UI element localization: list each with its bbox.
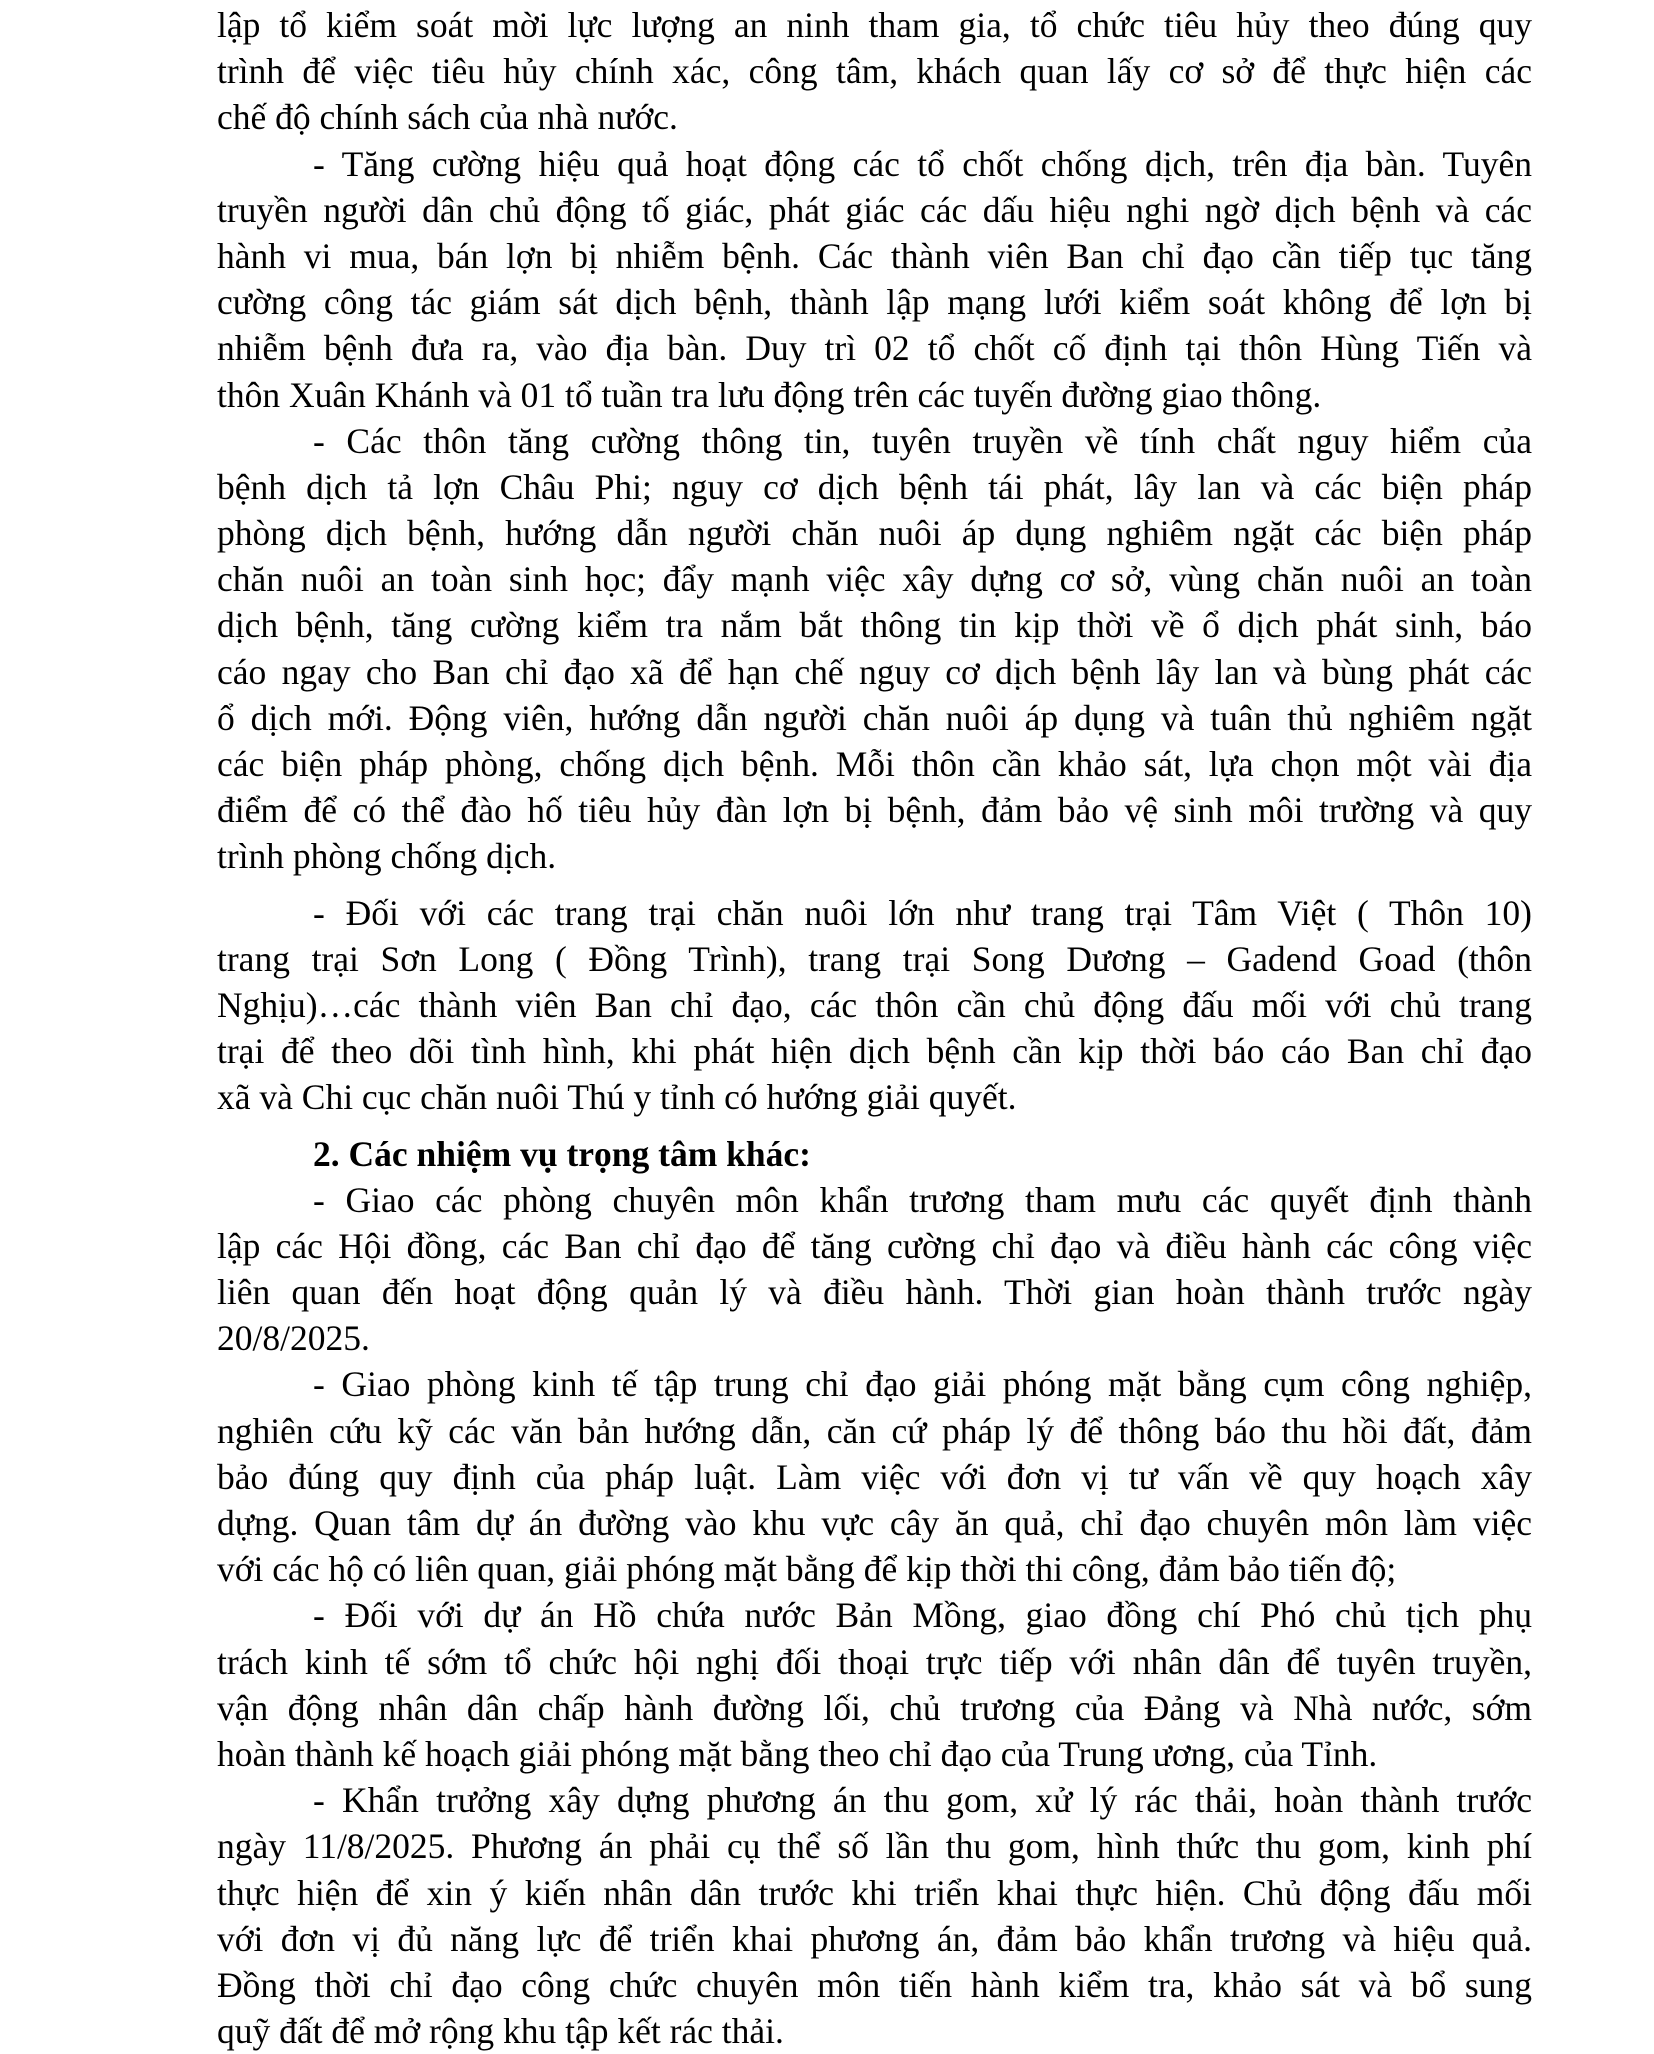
text-line: hoàn thành kế hoạch giải phóng mặt bằng theo chỉ đạo của Trung ương, của Tỉnh.: [217, 1733, 1378, 1774]
paragraph-3: [217, 418, 1532, 880]
text-line: chăn nuôi an toàn sinh học; đẩy mạnh việc xây dựng cơ sở, vùng chăn nuôi an toàn: [217, 559, 1532, 600]
text-line: - Tăng cường hiệu quả hoạt động các tổ chốt chống dịch, trên địa bàn. Tuyên: [313, 143, 1532, 184]
section-heading: [217, 1131, 1532, 1177]
text-line: ổ dịch mới. Động viên, hướng dẫn người chăn nuôi áp dụng và tuân thủ nghiêm ngặt: [217, 697, 1532, 738]
text-line: liên quan đến hoạt động quản lý và điều hành. Thời gian hoàn thành trước ngày: [217, 1272, 1532, 1313]
text-line: - Giao phòng kinh tế tập trung chỉ đạo giải phóng mặt bằng cụm công nghiệp,: [313, 1364, 1532, 1405]
text-line: dựng. Quan tâm dự án đường vào khu vực cây ăn quả, chỉ đạo chuyên môn làm việc: [217, 1503, 1532, 1543]
paragraph-2: [217, 141, 1532, 418]
text-line: chế độ chính sách của nhà nước.: [217, 97, 678, 138]
text-line: truyền người dân chủ động tố giác, phát giác các dấu hiệu nghi ngờ dịch bệnh và các: [217, 189, 1532, 230]
paragraph-spacer: [217, 1121, 1532, 1131]
text-line: thực hiện để xin ý kiến nhân dân trước khi triển khai thực hiện. Chủ động đấu mối: [217, 1872, 1532, 1913]
heading-text: 2. Các nhiệm vụ trọng tâm khác:: [313, 1133, 811, 1174]
text-line: cáo ngay cho Ban chỉ đạo xã để hạn chế nguy cơ dịch bệnh lây lan và bùng phát các: [217, 651, 1532, 692]
text-line: Đồng thời chỉ đạo công chức chuyên môn tiến hành kiểm tra, khảo sát và bổ sung: [217, 1964, 1532, 2005]
text-line: dịch bệnh, tăng cường kiểm tra nắm bắt thông tin kịp thời về ổ dịch phát sinh, báo: [217, 605, 1532, 646]
text-line: quỹ đất để mở rộng khu tập kết rác thải.: [217, 2011, 784, 2052]
text-line: nghiên cứu kỹ các văn bản hướng dẫn, căn cứ pháp lý để thông báo thu hồi đất, đảm: [217, 1410, 1532, 1451]
text-line: các biện pháp phòng, chống dịch bệnh. Mỗi thôn cần khảo sát, lựa chọn một vài địa: [217, 744, 1532, 784]
text-line: trình phòng chống dịch.: [217, 836, 557, 877]
paragraph-7: [217, 1592, 1532, 1777]
text-line: - Giao các phòng chuyên môn khẩn trương tham mưu các quyết định thành: [313, 1179, 1532, 1220]
text-line: lập các Hội đồng, các Ban chỉ đạo để tăng cường chỉ đạo và điều hành các công việc: [217, 1225, 1532, 1266]
text-line: - Các thôn tăng cường thông tin, tuyên truyền về tính chất nguy hiểm của: [313, 420, 1532, 461]
text-line: thôn Xuân Khánh và 01 tổ tuần tra lưu động trên các tuyến đường giao thông.: [217, 374, 1322, 415]
document-page: [217, 0, 1532, 2054]
text-line: với đơn vị đủ năng lực để triển khai phương án, đảm bảo khẩn trương và hiệu quả.: [217, 1918, 1532, 1959]
text-line: điểm để có thể đào hố tiêu hủy đàn lợn bị bệnh, đảm bảo vệ sinh môi trường và quy: [217, 790, 1532, 831]
text-line: Nghịu)…các thành viên Ban chỉ đạo, các thôn cần chủ động đấu mối với chủ trang: [217, 984, 1532, 1025]
text-line: - Khẩn trưởng xây dựng phương án thu gom, xử lý rác thải, hoàn thành trước: [313, 1780, 1532, 1821]
text-line: 20/8/2025.: [217, 1318, 370, 1359]
text-line: - Đối với các trang trại chăn nuôi lớn như trang trại Tâm Việt ( Thôn 10): [313, 892, 1532, 933]
text-line: trách kinh tế sớm tổ chức hội nghị đối thoại trực tiếp với nhân dân để tuyên truyền,: [217, 1641, 1532, 1682]
text-line: cường công tác giám sát dịch bệnh, thành lập mạng lưới kiểm soát không để lợn bị: [217, 282, 1532, 323]
paragraph-6: [217, 1361, 1532, 1592]
paragraph-spacer: [217, 880, 1532, 890]
text-line: vận động nhân dân chấp hành đường lối, chủ trương của Đảng và Nhà nước, sớm: [217, 1687, 1532, 1728]
text-line: bệnh dịch tả lợn Châu Phi; nguy cơ dịch bệnh tái phát, lây lan và các biện pháp: [217, 466, 1532, 507]
paragraph-4: [217, 890, 1532, 1121]
paragraph-5: [217, 1177, 1532, 1362]
text-line: với các hộ có liên quan, giải phóng mặt bằng để kịp thời thi công, đảm bảo tiến độ;: [217, 1549, 1397, 1590]
text-line: trình để việc tiêu hủy chính xác, công tâm, khách quan lấy cơ sở để thực hiện các: [217, 51, 1532, 92]
text-line: xã và Chi cục chăn nuôi Thú y tỉnh có hướng giải quyết.: [217, 1077, 1017, 1118]
text-line: hành vi mua, bán lợn bị nhiễm bệnh. Các thành viên Ban chỉ đạo cần tiếp tục tăng: [217, 235, 1532, 276]
text-line: lập tổ kiểm soát mời lực lượng an ninh tham gia, tổ chức tiêu hủy theo đúng quy: [217, 5, 1532, 45]
text-line: trang trại Sơn Long ( Đồng Trình), trang trại Song Dương – Gadend Goad (thôn: [217, 938, 1532, 979]
text-line: trại để theo dõi tình hình, khi phát hiện dịch bệnh cần kịp thời báo cáo Ban chỉ đạo: [217, 1031, 1532, 1072]
paragraph-8: [217, 1777, 1532, 2054]
text-line: phòng dịch bệnh, hướng dẫn người chăn nuôi áp dụng nghiêm ngặt các biện pháp: [217, 513, 1532, 554]
paragraph-1: [217, 2, 1532, 141]
text-line: - Đối với dự án Hồ chứa nước Bản Mồng, giao đồng chí Phó chủ tịch phụ: [313, 1595, 1532, 1636]
text-line: nhiễm bệnh đưa ra, vào địa bàn. Duy trì 02 tổ chốt cố định tại thôn Hùng Tiến và: [217, 328, 1532, 369]
text-line: bảo đúng quy định của pháp luật. Làm việc với đơn vị tư vấn về quy hoạch xây: [217, 1456, 1532, 1497]
text-line: ngày 11/8/2025. Phương án phải cụ thể số lần thu gom, hình thức thu gom, kinh phí: [217, 1826, 1532, 1867]
